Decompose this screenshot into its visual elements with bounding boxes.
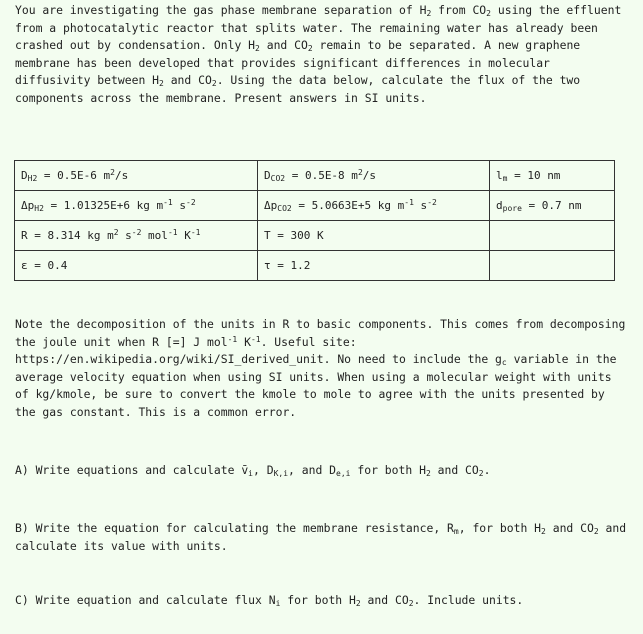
- table-row: [15, 251, 615, 281]
- table-row: [15, 161, 615, 191]
- question-a: A) Write equations and calculate $v̄_i$, $D_{K,i}$, and $D_{e,i}$ for both $H_2$ and $CO_2$.: [15, 463, 491, 478]
- table-cell-diffusivity-h2: $D_{H2} = 0.5E-6$ $m^2/s$: [15, 161, 258, 191]
- table-cell-temperature: T = 300 K: [258, 221, 490, 251]
- intro-paragraph: You are investigating the gas phase membrane separation of $H_2$ from $CO_2$ using the effluent from a photocatalytic reactor that splits water. The remaining water has already been crashed out by condensation. Only $H_2$ and $CO_2$ remain to be separated. A new graphene membrane has been developed that provides significant differences in molecular diffusivity between $H_2$ and $CO_2$. Using the data below, calculate the flux of the two components across the membrane. Present answers in SI units.: [15, 3, 622, 105]
- table-cell-pressure-drop-co2: $\Delta p_{CO2} = 5.0663E+5$ kg $m^{-1}$ $s^{-2}$: [258, 191, 490, 221]
- question-b: B) Write the equation for calculating the membrane resistance, $R_m$, for both $H_2$ and $CO_2$ and calculate its value with units.: [15, 521, 627, 553]
- parameters-table: [14, 160, 615, 281]
- table-cell-diffusivity-co2: $D_{CO2} = 0.5E-8$ $m^2/s$: [258, 161, 490, 191]
- table-cell-pore-diameter: $d_{pore} = 0.7$ nm: [490, 191, 615, 221]
- table-cell-porosity: ε = 0.4: [15, 251, 258, 281]
- note-paragraph: Note the decomposition of the units in R to basic components. This comes from decomposing the joule unit when R [=] J mol$^{-1}$ $K^{-1}$. Useful site: https://en.wikipedia.org/wiki/SI_derived_unit. No need to include the $g_c$ variable in the average velocity equation when using SI units. When using a molecular weight with units of kg/kmole, be sure to convert the kmole to mole to agree with the units presented by the gas constant. This is a common error.: [15, 317, 626, 419]
- table-cell-pressure-drop-h2: $\Delta p_{H2} = 1.01325E+6$ kg $m^{-1}$ $s^{-2}$: [15, 191, 258, 221]
- table-cell-gas-constant: R = 8.314 kg $m^2$ $s^{-2}$ mol$^{-1}$ $K^{-1}$: [15, 221, 258, 251]
- table-row: [15, 221, 615, 251]
- table-row: [15, 191, 615, 221]
- table-cell-membrane-thickness: $l_m = 10$ nm: [490, 161, 615, 191]
- question-c: C) Write equation and calculate flux $N_i$ for both $H_2$ and $CO_2$. Include units.: [15, 593, 524, 608]
- table-cell-empty: [490, 221, 615, 251]
- table-cell-tortuosity: τ = 1.2: [258, 251, 490, 281]
- table-cell-empty: [490, 251, 615, 281]
